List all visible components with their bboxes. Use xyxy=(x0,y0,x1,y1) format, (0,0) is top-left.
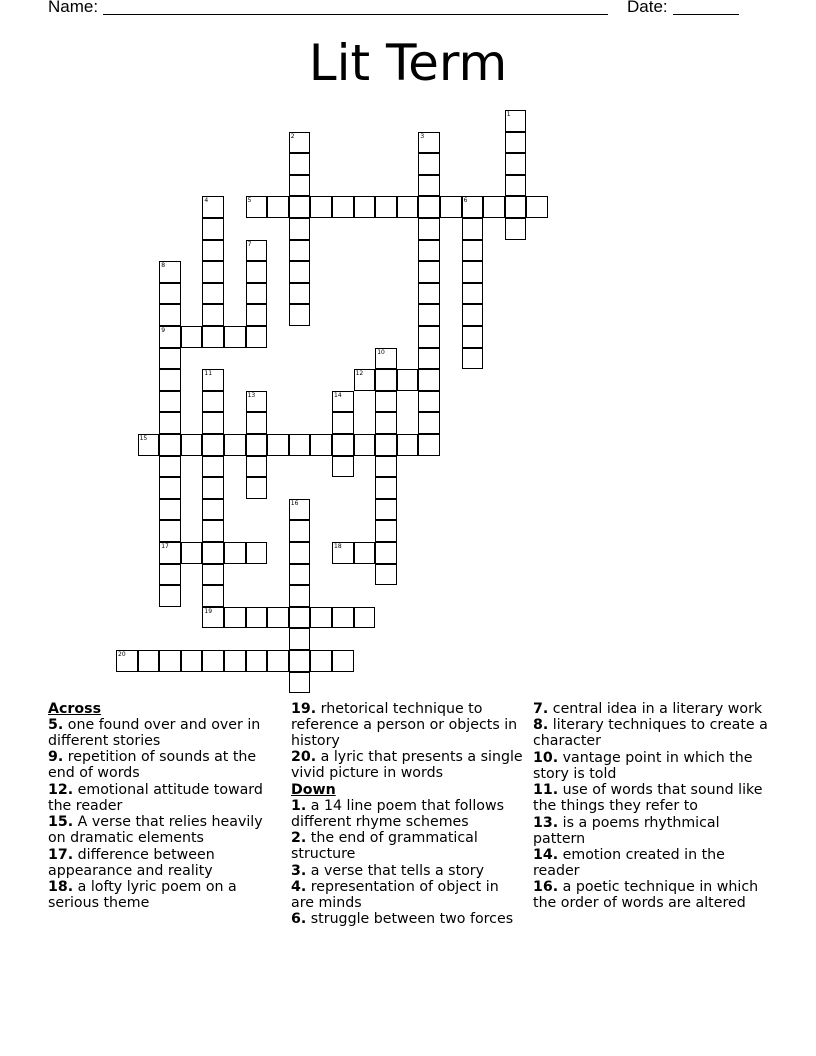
crossword-cell[interactable] xyxy=(246,434,268,456)
crossword-cell[interactable] xyxy=(310,650,332,672)
crossword-cell[interactable] xyxy=(159,434,181,456)
name-label: Name: xyxy=(48,0,99,16)
crossword-cell[interactable] xyxy=(418,196,440,218)
crossword-cell[interactable] xyxy=(418,391,440,413)
cell-number: 17 xyxy=(161,543,169,550)
crossword-cell[interactable] xyxy=(375,564,397,586)
crossword-cell[interactable] xyxy=(159,585,181,607)
crossword-cell[interactable] xyxy=(289,132,311,154)
crossword-cell[interactable] xyxy=(505,153,527,175)
crossword-cell[interactable] xyxy=(202,283,224,305)
crossword-cell[interactable] xyxy=(397,196,419,218)
crossword-cell[interactable] xyxy=(159,261,181,283)
crossword-cell[interactable] xyxy=(159,348,181,370)
crossword-cell[interactable] xyxy=(202,369,224,391)
clue-column-1 xyxy=(48,701,280,911)
crossword-cell[interactable] xyxy=(505,196,527,218)
cell-number: 19 xyxy=(204,607,213,615)
crossword-cell[interactable] xyxy=(202,520,224,542)
date-label: Date: xyxy=(627,0,668,16)
crossword-cell[interactable] xyxy=(246,542,268,564)
cell-number: 5 xyxy=(247,197,252,205)
crossword-cell[interactable] xyxy=(418,348,440,370)
crossword-cell[interactable] xyxy=(246,477,268,499)
crossword-cell[interactable] xyxy=(202,477,224,499)
cell-number: 14 xyxy=(334,391,342,399)
crossword-cell[interactable] xyxy=(202,261,224,283)
cell-number: 3 xyxy=(420,132,425,140)
crossword-cell[interactable] xyxy=(138,434,160,456)
crossword-cell[interactable] xyxy=(159,304,181,326)
cell-number: 15 xyxy=(139,435,148,442)
crossword-cell[interactable] xyxy=(181,542,203,564)
clue-down-7: 7. central idea in a literary work xyxy=(533,701,763,717)
crossword-cell[interactable] xyxy=(289,196,311,218)
crossword-cell[interactable] xyxy=(224,607,246,629)
crossword-cell[interactable] xyxy=(289,542,311,564)
crossword-cell[interactable] xyxy=(310,434,332,456)
cell-number: 12 xyxy=(355,370,364,378)
crossword-cell[interactable] xyxy=(483,196,505,218)
crossword-cell[interactable] xyxy=(289,434,311,456)
crossword-cell[interactable] xyxy=(332,412,354,434)
crossword-cell[interactable] xyxy=(354,196,376,218)
crossword-cell[interactable] xyxy=(159,412,181,434)
crossword-cell[interactable] xyxy=(332,391,354,413)
clue-down-2: 2. the end of grammatical structure xyxy=(291,830,478,863)
crossword-cell[interactable] xyxy=(202,326,224,348)
crossword-cell[interactable] xyxy=(246,607,268,629)
crossword-cell[interactable] xyxy=(505,110,527,132)
clue-down-14: 14. emotion created in the reader xyxy=(533,846,725,879)
crossword-cell[interactable] xyxy=(267,434,289,456)
clue-down-8: 8. literary techniques to create a character xyxy=(533,717,768,750)
crossword-cell[interactable] xyxy=(159,564,181,586)
crossword-cell[interactable] xyxy=(289,261,311,283)
crossword-cell[interactable] xyxy=(505,175,527,197)
crossword-cell[interactable] xyxy=(159,283,181,305)
cell-number: 2 xyxy=(290,132,295,140)
crossword-cell[interactable] xyxy=(462,348,484,370)
crossword-cell[interactable] xyxy=(246,326,268,348)
clue-down-13: 13. is a poems rhythmical pattern xyxy=(533,814,720,847)
clue-down-3: 3. a verse that tells a story xyxy=(291,862,485,879)
crossword-cell[interactable] xyxy=(418,218,440,240)
clue-across-5: 5. one found over and over in different stories xyxy=(48,717,261,749)
crossword-cell[interactable] xyxy=(418,153,440,175)
crossword-cell[interactable] xyxy=(418,132,440,154)
crossword-cell[interactable] xyxy=(289,304,311,326)
crossword-cell[interactable] xyxy=(418,240,440,262)
clue-across-19: 19. rhetorical technique to reference a person or objects in history xyxy=(291,701,518,749)
crossword-cell[interactable] xyxy=(418,261,440,283)
crossword-cell[interactable] xyxy=(354,369,376,391)
clue-column-2 xyxy=(291,701,526,928)
crossword-cell[interactable] xyxy=(289,607,311,629)
page-title: Lit Term xyxy=(308,34,508,92)
crossword-cell[interactable] xyxy=(289,283,311,305)
cell-number: 18 xyxy=(334,543,342,550)
clue-column-3 xyxy=(533,701,773,912)
crossword-cell[interactable] xyxy=(418,412,440,434)
crossword-cell[interactable] xyxy=(159,499,181,521)
crossword-cell[interactable] xyxy=(462,196,484,218)
clue-across-18: 18. a lofty lyric poem on a serious theme xyxy=(48,878,237,911)
crossword-cell[interactable] xyxy=(418,175,440,197)
crossword-cell[interactable] xyxy=(202,196,224,218)
crossword-cell[interactable] xyxy=(289,628,311,650)
crossword-cell[interactable] xyxy=(526,196,548,218)
clue-across-17: 17. difference between appearance and reality xyxy=(48,846,215,879)
crossword-cell[interactable] xyxy=(246,650,268,672)
crossword-cell[interactable] xyxy=(159,326,181,348)
crossword-cell[interactable] xyxy=(375,477,397,499)
crossword-cell[interactable] xyxy=(246,412,268,434)
crossword-cell[interactable] xyxy=(202,434,224,456)
crossword-cell[interactable] xyxy=(159,520,181,542)
crossword-cell[interactable] xyxy=(375,542,397,564)
cell-number: 8 xyxy=(161,262,166,270)
crossword-cell[interactable] xyxy=(289,218,311,240)
crossword-cell[interactable] xyxy=(138,650,160,672)
crossword-cell[interactable] xyxy=(397,434,419,456)
clue-down-11: 11. use of words that sound like the things they refer to xyxy=(533,782,763,815)
crossword-cell[interactable] xyxy=(418,434,440,456)
crossword-cell[interactable] xyxy=(289,499,311,521)
crossword-cell[interactable] xyxy=(246,456,268,478)
crossword-cell[interactable] xyxy=(354,434,376,456)
crossword-cell[interactable] xyxy=(202,499,224,521)
clue-down-6: 6. struggle between two forces xyxy=(291,911,514,928)
cell-number: 4 xyxy=(204,197,209,205)
crossword-cell[interactable] xyxy=(354,607,376,629)
cell-number: 10 xyxy=(377,348,385,356)
crossword-cell[interactable] xyxy=(202,412,224,434)
crossword-cell[interactable] xyxy=(375,456,397,478)
crossword-cell[interactable] xyxy=(246,391,268,413)
crossword-cell[interactable] xyxy=(375,369,397,391)
crossword-cell[interactable] xyxy=(289,240,311,262)
crossword-cell[interactable] xyxy=(202,607,224,629)
crossword-cell[interactable] xyxy=(332,434,354,456)
crossword-cell[interactable] xyxy=(246,261,268,283)
crossword-cell[interactable] xyxy=(375,499,397,521)
crossword-cell[interactable] xyxy=(375,520,397,542)
crossword-cell[interactable] xyxy=(418,283,440,305)
crossword-cell[interactable] xyxy=(375,348,397,370)
crossword-cell[interactable] xyxy=(418,304,440,326)
cell-number: 11 xyxy=(204,370,213,378)
crossword-cell[interactable] xyxy=(202,218,224,240)
crossword-cell[interactable] xyxy=(332,607,354,629)
clue-across-20: 20. a lyric that presents a single vivid picture in words xyxy=(291,749,523,782)
crossword-cell[interactable] xyxy=(202,304,224,326)
crossword-cell[interactable] xyxy=(462,261,484,283)
cell-number: 7 xyxy=(247,240,252,248)
crossword-cell[interactable] xyxy=(159,477,181,499)
cell-number: 20 xyxy=(118,651,126,658)
crossword-cell[interactable] xyxy=(224,542,246,564)
crossword-cell[interactable] xyxy=(332,542,354,564)
cell-number: 9 xyxy=(161,327,166,334)
crossword-cell[interactable] xyxy=(462,326,484,348)
crossword-cell[interactable] xyxy=(246,283,268,305)
crossword-cell[interactable] xyxy=(181,650,203,672)
crossword-cell[interactable] xyxy=(181,326,203,348)
clue-down-4: 4. representation of object in are minds xyxy=(291,878,499,911)
crossword-cell[interactable] xyxy=(462,240,484,262)
clue-across-12: 12. emotional attitude toward the reader xyxy=(48,781,263,814)
crossword-cell[interactable] xyxy=(224,434,246,456)
crossword-cell[interactable] xyxy=(375,412,397,434)
crossword-cell[interactable] xyxy=(375,196,397,218)
down-heading: Down xyxy=(291,781,336,798)
crossword-cell[interactable] xyxy=(202,456,224,478)
crossword-cell[interactable] xyxy=(505,218,527,240)
crossword-cell[interactable] xyxy=(159,456,181,478)
crossword-cell[interactable] xyxy=(224,326,246,348)
crossword-cell[interactable] xyxy=(202,585,224,607)
crossword-cell[interactable] xyxy=(418,326,440,348)
crossword-cell[interactable] xyxy=(246,240,268,262)
crossword-cell[interactable] xyxy=(375,434,397,456)
crossword-cell[interactable] xyxy=(440,196,462,218)
cell-number: 1 xyxy=(506,111,511,118)
crossword-cell[interactable] xyxy=(202,564,224,586)
crossword-cell[interactable] xyxy=(397,369,419,391)
crossword-cell[interactable] xyxy=(289,585,311,607)
crossword-cell[interactable] xyxy=(332,196,354,218)
crossword-cell[interactable] xyxy=(159,542,181,564)
crossword-cell[interactable] xyxy=(418,369,440,391)
crossword-cell[interactable] xyxy=(289,520,311,542)
crossword-cell[interactable] xyxy=(159,650,181,672)
across-heading: Across xyxy=(48,701,102,717)
cell-number: 6 xyxy=(463,197,468,205)
crossword-cell[interactable] xyxy=(202,391,224,413)
crossword-cell[interactable] xyxy=(289,650,311,672)
clue-across-15: 15. A verse that relies heavily on dramatic elements xyxy=(48,814,263,847)
crossword-cell[interactable] xyxy=(202,240,224,262)
crossword-cell[interactable] xyxy=(310,607,332,629)
crossword-cell[interactable] xyxy=(224,650,246,672)
crossword-cell[interactable] xyxy=(267,607,289,629)
crossword-cell[interactable] xyxy=(202,542,224,564)
crossword-cell[interactable] xyxy=(289,672,311,694)
cell-number: 16 xyxy=(290,499,299,507)
crossword-cell[interactable] xyxy=(267,196,289,218)
crossword-cell[interactable] xyxy=(462,283,484,305)
clue-down-1: 1. a 14 line poem that follows different rhyme schemes xyxy=(291,797,504,830)
crossword-cell[interactable] xyxy=(246,196,268,218)
cell-number: 13 xyxy=(247,391,256,399)
crossword-cell[interactable] xyxy=(310,196,332,218)
crossword-cell[interactable] xyxy=(181,434,203,456)
crossword-cell[interactable] xyxy=(354,542,376,564)
crossword-cell[interactable] xyxy=(289,175,311,197)
crossword-cell[interactable] xyxy=(375,391,397,413)
crossword-cell[interactable] xyxy=(462,218,484,240)
crossword-cell[interactable] xyxy=(332,650,354,672)
crossword-cell[interactable] xyxy=(267,650,289,672)
clue-across-9: 9. repetition of sounds at the end of words xyxy=(48,749,257,782)
crossword-cell[interactable] xyxy=(159,391,181,413)
crossword-cell[interactable] xyxy=(159,369,181,391)
crossword-cell[interactable] xyxy=(332,456,354,478)
crossword-cell[interactable] xyxy=(116,650,138,672)
clue-down-16: 16. a poetic technique in which the order of words are altered xyxy=(533,879,759,912)
crossword-cell[interactable] xyxy=(289,564,311,586)
crossword-cell[interactable] xyxy=(202,650,224,672)
crossword-cell[interactable] xyxy=(462,304,484,326)
crossword-cell[interactable] xyxy=(505,132,527,154)
crossword-cell[interactable] xyxy=(246,304,268,326)
crossword-cell[interactable] xyxy=(289,153,311,175)
clue-down-10: 10. vantage point in which the story is told xyxy=(533,749,753,782)
